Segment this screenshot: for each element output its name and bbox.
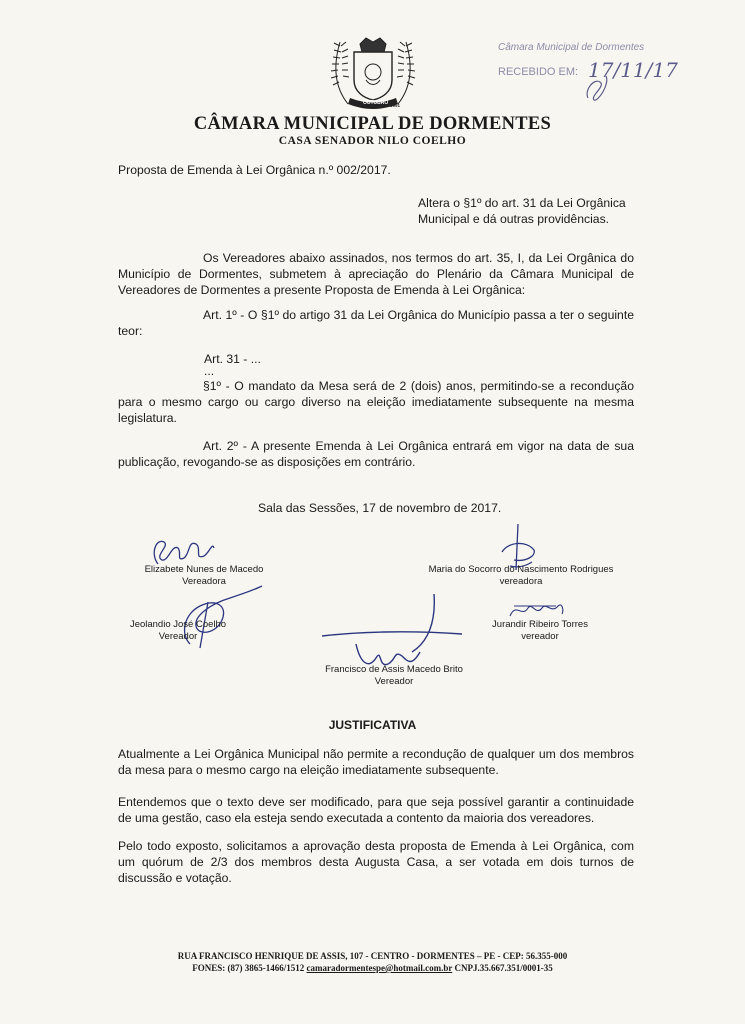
crest-ribbon-text: OUTUBRO bbox=[363, 100, 389, 106]
signatory-4 bbox=[470, 619, 610, 643]
organization-name: CÂMARA MUNICIPAL DE DORMENTES bbox=[193, 114, 552, 134]
document-title: Proposta de Emenda à Lei Orgânica n.º 002/2017. bbox=[118, 163, 391, 177]
justification-paragraph-2: Entendemos que o texto deve ser modificado, para que seja possível garantir a continuidade de uma gestão, caso ela esteja sendo executada a contento da maioria dos vereadores. bbox=[118, 795, 634, 825]
ellipsis-line: ... bbox=[204, 364, 215, 378]
signatory-role: vereador bbox=[521, 631, 559, 642]
signatory-name: Elizabete Nunes de Macedo bbox=[144, 564, 264, 575]
signatory-role: Vereadora bbox=[182, 576, 226, 587]
organization-subtitle: CASA SENADOR NILO COELHO bbox=[278, 135, 467, 147]
signatory-name: Jurandir Ribeiro Torres bbox=[492, 619, 588, 630]
signatory-5 bbox=[306, 664, 482, 688]
crest-year-text: 1991 bbox=[390, 103, 401, 108]
footer-address: RUA FRANCISCO HENRIQUE DE ASSIS, 107 - CENTRO - DORMENTES – PE - CEP: 56.355-000 bbox=[177, 951, 568, 961]
article-2: Art. 2º - A presente Emenda à Lei Orgânica entrará em vigor na data de sua publicação, revogando-se as disposições em contrário. bbox=[118, 439, 634, 469]
signatory-role: Vereador bbox=[158, 631, 198, 642]
signatory-1 bbox=[134, 564, 274, 588]
signatory-3 bbox=[116, 619, 240, 643]
signature-francisco bbox=[316, 592, 466, 674]
article-1: Art. 1º - O §1º do artigo 31 da Lei Orgânica do Município passa a ter o seguinte teor: bbox=[118, 308, 634, 338]
footer-email-link[interactable]: camaradormentespe@hotmail.com.br bbox=[306, 963, 453, 973]
article-31-heading: Art. 31 - ... bbox=[204, 352, 261, 366]
stamp-initials-signature bbox=[580, 72, 620, 102]
stamp-organization: Câmara Municipal de Dormentes bbox=[498, 42, 645, 53]
place-date: Sala das Sessões, 17 de novembro de 2017. bbox=[258, 501, 502, 515]
stamp-received-date: 17/11/17 bbox=[588, 58, 678, 82]
signatory-role: Vereador bbox=[374, 676, 414, 687]
footer-contact bbox=[0, 963, 745, 973]
justification-paragraph-3: Pelo todo exposto, solicitamos a aprovação desta proposta de Emenda à Lei Orgânica, com um quórum de 2/3 dos membros desta Augusta Casa, a ser votada em dois turnos de discussão e votação. bbox=[118, 839, 634, 885]
signatory-role: vereadora bbox=[499, 576, 543, 587]
signatory-name: Jeolandio José Coelho bbox=[129, 619, 227, 630]
stamp-received-label: RECEBIDO EM: bbox=[498, 66, 579, 78]
signatory-name: Maria do Socorro do Nascimento Rodrigues bbox=[428, 564, 614, 575]
coat-of-arms-icon bbox=[318, 34, 428, 112]
footer-phones: FONES: (87) 3865-1466/1512 bbox=[192, 963, 305, 973]
intro-paragraph: Os Vereadores abaixo assinados, nos termos do art. 35, I, da Lei Orgânica do Município de Dormentes, submetem à apreciação do Plenário da Câmara Municipal de Vereadores de Dormentes a presente Proposta de Emenda à Lei Orgânica: bbox=[118, 251, 634, 297]
justification-title: JUSTIFICATIVA bbox=[328, 718, 417, 732]
justification-paragraph-1: Atualmente a Lei Orgânica Municipal não permite a recondução de qualquer um dos membros da mesa para o mesmo cargo na eleição imediatamente subsequente. bbox=[118, 747, 634, 777]
document-ementa: Altera o §1º do art. 31 da Lei Orgânica Municipal e dá outras providências. bbox=[418, 196, 626, 226]
signatory-name: Francisco de Assis Macedo Brito bbox=[325, 664, 463, 675]
signatory-2 bbox=[416, 564, 626, 588]
paragraph-1: §1º - O mandato da Mesa será de 2 (dois) anos, permitindo-se a recondução para o mesmo cargo ou cargo diverso na eleição imediatamente subsequente na mesma legislatura. bbox=[118, 379, 634, 425]
footer-cnpj: CNPJ.35.667.351/0001-35 bbox=[454, 963, 553, 973]
